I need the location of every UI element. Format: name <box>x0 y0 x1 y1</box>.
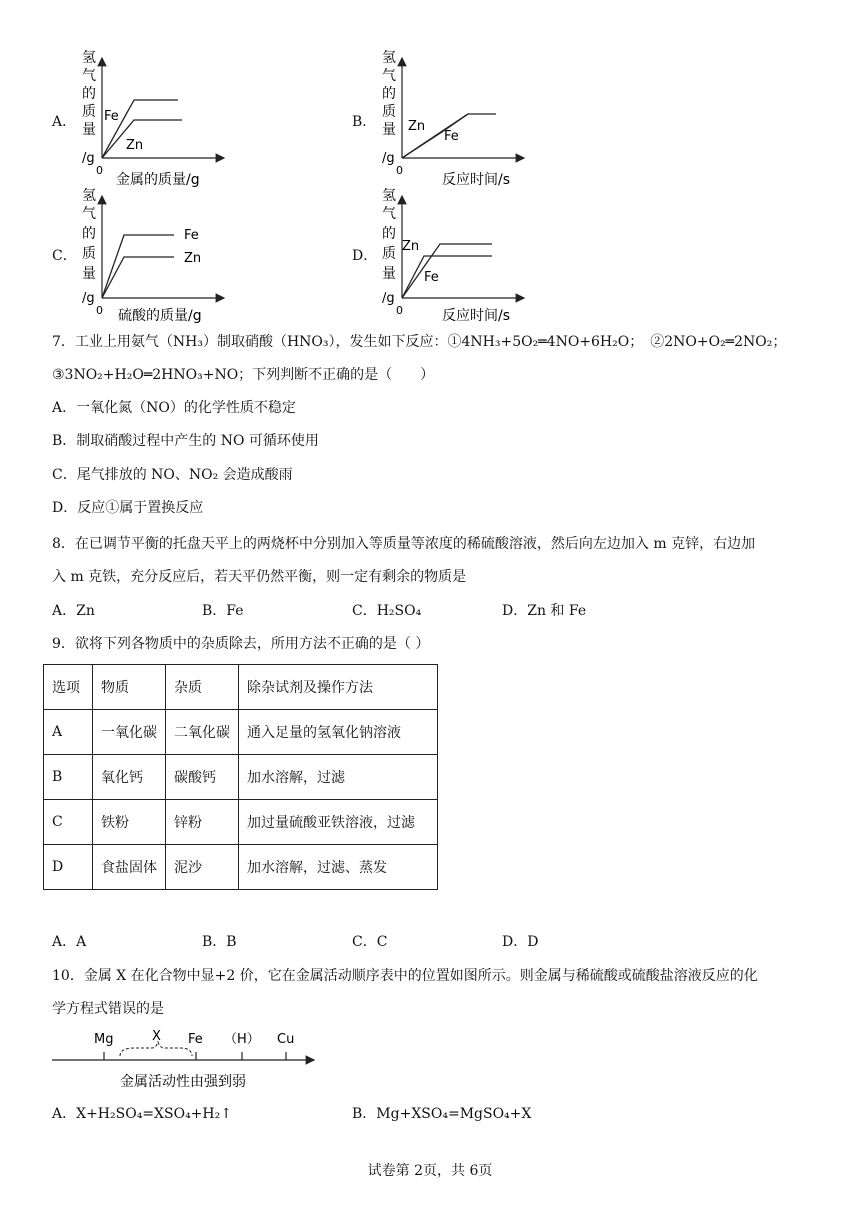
ylabel-char: /g <box>82 291 95 306</box>
ylabel-char: 质 <box>382 246 396 262</box>
table-header-cell: 除杂试剂及操作方法 <box>239 665 438 710</box>
graph-c <box>76 184 236 326</box>
table-row <box>44 755 438 800</box>
q7-option-c[interactable]: C．尾气排放的 NO、NO₂ 会造成酸雨 <box>52 467 293 483</box>
ylabel-char: 气 <box>382 206 396 222</box>
table-header-row <box>44 665 438 710</box>
series-label: Zn <box>408 119 426 134</box>
page-footer: 试卷第 2页，共 6页 <box>367 1163 493 1179</box>
series-label: Fe <box>104 109 119 124</box>
ylabel-char: 的 <box>382 226 396 242</box>
series-label: Fe <box>184 228 199 243</box>
x-axis-label: 硫酸的质量/g <box>118 308 202 324</box>
origin-label: 0 <box>96 304 103 317</box>
table-cell: 食盐固体 <box>93 845 166 890</box>
ylabel-char: 量 <box>82 122 96 138</box>
ylabel-char: 的 <box>82 226 96 242</box>
table-cell: 加水溶解，过滤 <box>239 755 438 800</box>
series-label: Zn <box>402 239 420 254</box>
x-range-brace <box>120 1042 192 1056</box>
table-cell: 二氧化碳 <box>166 710 239 755</box>
q9-table <box>43 664 438 890</box>
q9-option-a[interactable]: A．A <box>52 934 87 950</box>
table-row <box>44 800 438 845</box>
series-zn-line <box>402 256 492 298</box>
series-label: Fe <box>424 270 439 285</box>
table-row <box>44 710 438 755</box>
option-label-d[interactable]: D． <box>352 248 378 264</box>
table-cell: 碳酸钙 <box>166 755 239 800</box>
scale-label-cu: Cu <box>277 1032 295 1047</box>
q7-option-a[interactable]: A．一氧化氮（NO）的化学性质不稳定 <box>52 400 296 416</box>
table-cell: 通入足量的氢氧化钠溶液 <box>239 710 438 755</box>
q7-option-b[interactable]: B．制取硝酸过程中产生的 NO 可循环使用 <box>52 433 319 449</box>
table-cell: 加过量硫酸亚铁溶液，过滤 <box>239 800 438 845</box>
series-label: Fe <box>444 129 459 144</box>
option-label-c[interactable]: C． <box>52 248 77 264</box>
table-cell: C <box>44 800 93 845</box>
q10-stem-line2: 学方程式错误的是 <box>52 1001 164 1017</box>
q7-option-d[interactable]: D．反应①属于置换反应 <box>52 500 204 516</box>
table-cell: 泥沙 <box>166 845 239 890</box>
graph-b <box>376 48 536 190</box>
table-row <box>44 845 438 890</box>
series-fe-line <box>102 235 174 298</box>
q8-option-c[interactable]: C．H₂SO₄ <box>352 603 422 619</box>
ylabel-char: 质 <box>82 104 96 120</box>
table-cell: 铁粉 <box>93 800 166 845</box>
q9-stem: 9．欲将下列各物质中的杂质除去，所用方法不正确的是（ ） <box>52 636 430 652</box>
series-zn-line <box>102 257 174 298</box>
table-header-cell: 杂质 <box>166 665 239 710</box>
ylabel-char: 氢 <box>82 50 96 66</box>
scale-label-mg: Mg <box>94 1032 114 1047</box>
scale-label-fe: Fe <box>188 1032 203 1047</box>
ylabel-char: 气 <box>82 68 96 84</box>
ylabel-char: 氢 <box>382 50 396 66</box>
scale-caption: 金属活动性由强到弱 <box>120 1074 246 1090</box>
table-cell: 锌粉 <box>166 800 239 845</box>
activity-scale-diagram <box>48 1026 328 1092</box>
ylabel-char: 量 <box>82 266 96 282</box>
q7-stem-line1: 7．工业上用氨气（NH₃）制取硝酸（HNO₃），发生如下反应：①4NH₃+5O₂═4NO+6H₂O； ②2NO+O₂═2NO₂； <box>52 334 787 350</box>
q10-option-a[interactable]: A．X+H₂SO₄=XSO₄+H₂↑ <box>52 1106 232 1122</box>
table-cell: 一氧化碳 <box>93 710 166 755</box>
series-label: Zn <box>184 251 202 266</box>
q9-option-b[interactable]: B．B <box>202 934 237 950</box>
q10-option-b[interactable]: B．Mg+XSO₄=MgSO₄+X <box>352 1106 532 1122</box>
q9-option-d[interactable]: D．D <box>502 934 539 950</box>
ylabel-char: /g <box>382 151 395 166</box>
ylabel-char: 气 <box>82 206 96 222</box>
q10-stem-line1: 10．金属 X 在化合物中显+2 价，它在金属活动顺序表中的位置如图所示。则金属与稀硫酸或硫酸盐溶液反应的化 <box>52 968 758 984</box>
x-axis-label: 反应时间/s <box>442 172 511 188</box>
origin-label: 0 <box>396 304 403 317</box>
table-cell: B <box>44 755 93 800</box>
q8-stem-line2: 入 m 克铁，充分反应后，若天平仍然平衡，则一定有剩余的物质是 <box>52 569 467 585</box>
ylabel-char: 质 <box>382 104 396 120</box>
series-label: Zn <box>126 138 144 153</box>
table-cell: 氧化钙 <box>93 755 166 800</box>
ylabel-char: 的 <box>82 86 96 102</box>
ylabel-char: 的 <box>382 86 396 102</box>
ylabel-char: 量 <box>382 122 396 138</box>
ylabel-char: 氢 <box>382 188 396 204</box>
x-axis-label: 反应时间/s <box>442 308 511 324</box>
option-label-b[interactable]: B． <box>352 114 377 130</box>
scale-label-x: X <box>152 1029 161 1044</box>
q8-option-b[interactable]: B．Fe <box>202 603 244 619</box>
table-cell: D <box>44 845 93 890</box>
graph-d <box>376 184 536 326</box>
origin-label: 0 <box>96 164 103 177</box>
q8-stem-line1: 8．在已调节平衡的托盘天平上的两烧杯中分别加入等质量等浓度的稀硫酸溶液，然后向左边加入 m 克锌，右边加 <box>52 536 756 552</box>
table-cell: 加水溶解，过滤、蒸发 <box>239 845 438 890</box>
table-header-cell: 选项 <box>44 665 93 710</box>
scale-label-h: （H） <box>224 1032 260 1047</box>
q8-option-a[interactable]: A．Zn <box>52 603 95 619</box>
ylabel-char: 量 <box>382 266 396 282</box>
ylabel-char: 质 <box>82 246 96 262</box>
x-axis-label: 金属的质量/g <box>116 172 200 188</box>
q7-stem-line2: ③3NO₂+H₂O═2HNO₃+NO；下列判断不正确的是（ ） <box>52 367 435 383</box>
ylabel-char: /g <box>382 291 395 306</box>
origin-label: 0 <box>396 164 403 177</box>
q8-option-d[interactable]: D．Zn 和 Fe <box>502 603 587 619</box>
table-header-cell: 物质 <box>93 665 166 710</box>
option-label-a[interactable]: A． <box>52 114 77 130</box>
ylabel-char: 氢 <box>82 188 96 204</box>
ylabel-char: 气 <box>382 68 396 84</box>
graph-a <box>76 48 236 190</box>
q9-option-c[interactable]: C．C <box>352 934 388 950</box>
table-cell: A <box>44 710 93 755</box>
ylabel-char: /g <box>82 151 95 166</box>
